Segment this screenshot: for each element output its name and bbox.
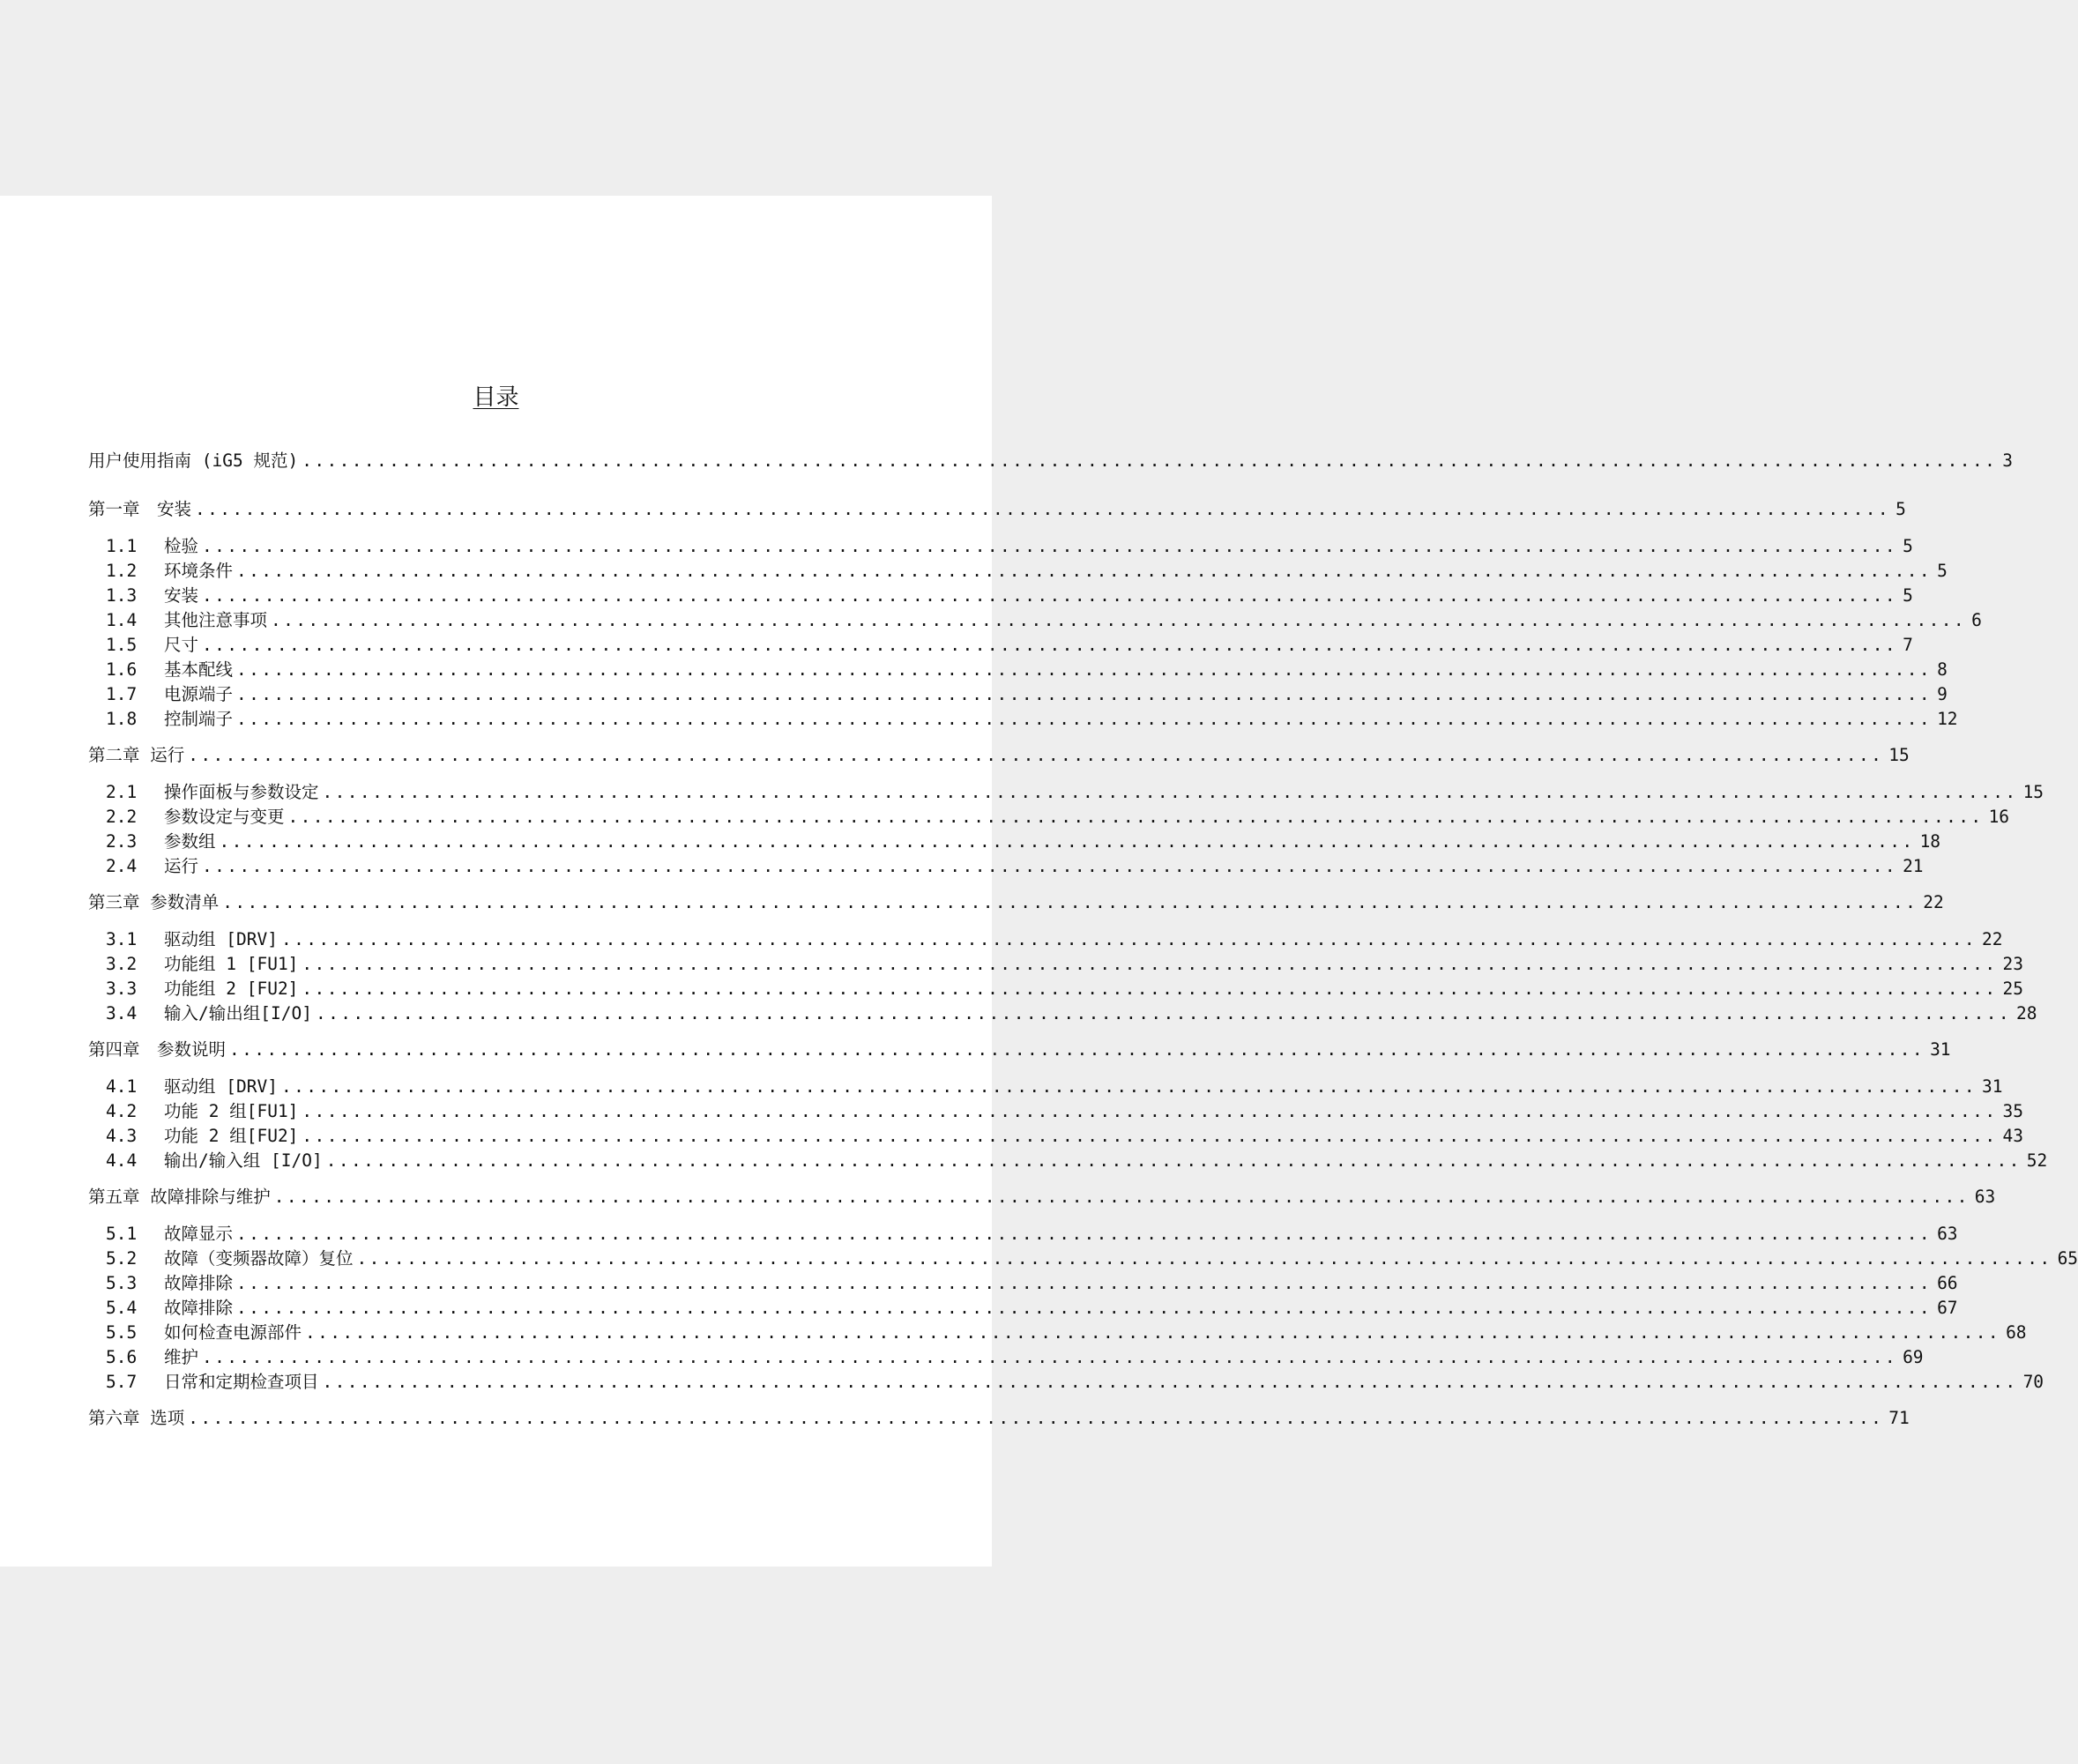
toc-section-number: 3.4 — [106, 1003, 138, 1023]
toc-section-number: 4.3 — [106, 1126, 138, 1146]
toc-chapter-label: 第二章 运行 — [88, 745, 185, 765]
leader-dots: ........................................................................................................................................ — [273, 1187, 1970, 1207]
leader-dots: ........................................................................................................................................ — [202, 1347, 1898, 1367]
toc-section-number: 1.1 — [106, 536, 138, 556]
toc-section-number: 4.4 — [106, 1150, 138, 1171]
toc-section-number: 3.1 — [106, 929, 138, 949]
toc-page-number: 22 — [1982, 929, 2003, 949]
document-page — [0, 196, 2078, 1567]
toc-section-number: 2.4 — [106, 856, 138, 876]
toc-page-number: 63 — [1974, 1187, 1996, 1207]
toc-section[interactable] — [88, 1371, 2044, 1394]
leader-dots: ........................................................................................................................................ — [236, 659, 1933, 680]
leader-dots: ........................................................................................................................................ — [322, 1372, 2018, 1392]
toc-page-number: 43 — [2002, 1126, 2023, 1146]
toc-section-label: 其他注意事项 — [164, 610, 268, 630]
toc-chapter-4[interactable] — [88, 1038, 1951, 1061]
toc-section[interactable] — [88, 708, 1958, 731]
toc-section[interactable] — [88, 855, 1924, 878]
toc-page-number: 5 — [1903, 536, 1913, 556]
toc-section-label: 故障排除 — [164, 1273, 234, 1293]
toc-section[interactable] — [88, 978, 2023, 1001]
toc-section[interactable] — [88, 1002, 2037, 1025]
leader-dots: ........................................................................................................................................ — [356, 1248, 2052, 1269]
toc-section-number: 5.4 — [106, 1298, 138, 1318]
toc-chapter-3[interactable] — [88, 891, 1944, 914]
toc-section-number: 2.1 — [106, 782, 138, 802]
toc-section[interactable] — [88, 1297, 1958, 1320]
toc-section-label: 功能组 1 [FU1] — [164, 954, 299, 974]
toc-page-number: 21 — [1903, 856, 1924, 876]
toc-section[interactable] — [88, 1100, 2023, 1123]
toc-chapter-label: 第三章 参数清单 — [88, 892, 220, 912]
toc-section-number: 2.3 — [106, 831, 138, 852]
toc-section[interactable] — [88, 634, 1913, 657]
toc-chapter-label: 第一章 安装 — [88, 499, 192, 519]
leader-dots: ........................................................................................................................................ — [315, 1003, 2011, 1023]
toc-section-number: 3.2 — [106, 954, 138, 974]
leader-dots: ........................................................................................................................................ — [302, 979, 1998, 999]
toc-section-label: 驱动组 [DRV] — [164, 929, 278, 949]
toc-section[interactable] — [88, 928, 2003, 951]
toc-page-number: 71 — [1888, 1408, 1910, 1428]
leader-dots: ........................................................................................................................................ — [302, 1101, 1998, 1121]
toc-section-number: 5.2 — [106, 1248, 138, 1269]
toc-chapter-1[interactable] — [88, 498, 1906, 521]
toc-section[interactable] — [88, 584, 1913, 607]
leader-dots: ........................................................................................................................................ — [202, 536, 1898, 556]
toc-section[interactable] — [88, 1125, 2023, 1148]
toc-section[interactable] — [88, 830, 1941, 853]
leader-dots: ........................................................................................................................................ — [287, 807, 1984, 827]
leader-dots: ........................................................................................................................................ — [236, 1298, 1933, 1318]
leader-dots: ........................................................................................................................................ — [322, 782, 2018, 802]
toc-page-number: 18 — [1919, 831, 1941, 852]
leader-dots: ........................................................................................................................................ — [325, 1150, 2022, 1171]
toc-page-number: 52 — [2026, 1150, 2048, 1171]
toc-section-label: 环境条件 — [164, 561, 234, 581]
toc-section[interactable] — [88, 781, 2044, 804]
toc-page-number: 31 — [1982, 1076, 2003, 1097]
toc-page-number: 7 — [1903, 635, 1913, 655]
toc-section[interactable] — [88, 1321, 2027, 1344]
leader-dots: ........................................................................................................................................ — [188, 1408, 1884, 1428]
leader-dots: ........................................................................................................................................ — [202, 635, 1898, 655]
leader-dots: ........................................................................................................................................ — [236, 684, 1933, 704]
leader-dots: ........................................................................................................................................ — [202, 585, 1898, 606]
toc-section[interactable] — [88, 1223, 1958, 1246]
leader-dots: ........................................................................................................................................ — [188, 745, 1884, 765]
leader-dots: ........................................................................................................................................ — [302, 450, 1998, 471]
toc-section[interactable] — [88, 1272, 1958, 1295]
toc-title: 目录 — [473, 384, 519, 411]
leader-dots: ........................................................................................................................................ — [229, 1039, 1925, 1060]
leader-dots: ........................................................................................................................................ — [280, 929, 1977, 949]
toc-entry-guide[interactable] — [88, 450, 2013, 473]
toc-page-number: 65 — [2057, 1248, 2078, 1269]
toc-chapter-2[interactable] — [88, 744, 1910, 767]
toc-section-number: 1.8 — [106, 709, 138, 729]
toc-section-label: 输入/输出组[I/O] — [164, 1003, 312, 1023]
toc-chapter-6[interactable] — [88, 1407, 1910, 1430]
toc-page-number: 35 — [2002, 1101, 2023, 1121]
toc-section-number: 5.6 — [106, 1347, 138, 1367]
toc-page-number: 69 — [1903, 1347, 1924, 1367]
toc-chapter-5[interactable] — [88, 1186, 1996, 1209]
leader-dots: ........................................................................................................................................ — [271, 610, 1967, 630]
leader-dots: ........................................................................................................................................ — [302, 954, 1998, 974]
toc-section-number: 5.1 — [106, 1224, 138, 1244]
toc-section-label: 功能 2 组[FU2] — [164, 1126, 299, 1146]
toc-section[interactable] — [88, 1346, 1924, 1369]
toc-page-number: 9 — [1937, 684, 1948, 704]
leader-dots: ........................................................................................................................................ — [236, 561, 1933, 581]
leader-dots: ........................................................................................................................................ — [219, 831, 1915, 852]
toc-section[interactable] — [88, 659, 1948, 681]
leader-dots: ........................................................................................................................................ — [305, 1322, 2001, 1343]
toc-page-number: 31 — [1930, 1039, 1951, 1060]
toc-section[interactable] — [88, 1150, 2048, 1172]
toc-section-label: 故障排除 — [164, 1298, 234, 1318]
toc-page-number: 12 — [1937, 709, 1958, 729]
leader-dots: ........................................................................................................................................ — [302, 1126, 1998, 1146]
toc-section-label: 控制端子 — [164, 709, 234, 729]
leader-dots: ........................................................................................................................................ — [236, 1224, 1933, 1244]
toc-section-label: 基本配线 — [164, 659, 234, 680]
toc-section[interactable] — [88, 683, 1948, 706]
toc-chapter-label: 第五章 故障排除与维护 — [88, 1187, 271, 1207]
toc-section-label: 如何检查电源部件 — [164, 1322, 302, 1343]
toc-section-label: 故障显示 — [164, 1224, 234, 1244]
toc-section-number: 1.5 — [106, 635, 138, 655]
toc-section-label: 运行 — [164, 856, 199, 876]
toc-section-label: 功能组 2 [FU2] — [164, 979, 299, 999]
toc-entry-label: 用户使用指南 (iG5 规范) — [88, 450, 299, 471]
toc-section-number: 1.6 — [106, 659, 138, 680]
toc-page-number: 5 — [1937, 561, 1948, 581]
toc-chapter-label: 第六章 选项 — [88, 1408, 185, 1428]
toc-section-label: 操作面板与参数设定 — [164, 782, 319, 802]
toc-page-number: 23 — [2002, 954, 2023, 974]
toc-page-number: 63 — [1937, 1224, 1958, 1244]
toc-section-label: 参数组 — [164, 831, 216, 852]
toc-section-label: 维护 — [164, 1347, 199, 1367]
toc-section-label: 安装 — [164, 585, 199, 606]
toc-section-number: 1.3 — [106, 585, 138, 606]
toc-section-number: 5.5 — [106, 1322, 138, 1343]
toc-page-number: 25 — [2002, 979, 2023, 999]
toc-section-number: 5.3 — [106, 1273, 138, 1293]
toc-section-label: 检验 — [164, 536, 199, 556]
toc-section[interactable] — [88, 806, 2010, 829]
toc-page-number: 22 — [1923, 892, 1944, 912]
toc-page-number: 67 — [1937, 1298, 1958, 1318]
toc-section-number: 1.2 — [106, 561, 138, 581]
table-of-contents — [88, 196, 2078, 1567]
leader-dots: ........................................................................................................................................ — [280, 1076, 1977, 1097]
toc-section-label: 电源端子 — [164, 684, 234, 704]
toc-section[interactable] — [88, 1076, 2003, 1098]
toc-page-number: 68 — [2006, 1322, 2027, 1343]
toc-page-number: 66 — [1937, 1273, 1958, 1293]
toc-page-number: 15 — [2022, 782, 2044, 802]
toc-section-label: 故障（变频器故障）复位 — [164, 1248, 354, 1269]
toc-section-label: 驱动组 [DRV] — [164, 1076, 278, 1097]
toc-section[interactable] — [88, 953, 2023, 976]
toc-section-number: 2.2 — [106, 807, 138, 827]
toc-chapter-label: 第四章 参数说明 — [88, 1039, 227, 1060]
toc-section-number: 3.3 — [106, 979, 138, 999]
toc-section-label: 日常和定期检查项目 — [164, 1372, 319, 1392]
toc-page-number: 5 — [1896, 499, 1906, 519]
toc-section[interactable] — [88, 1247, 2078, 1270]
toc-section[interactable] — [88, 560, 1948, 583]
toc-section-label: 尺寸 — [164, 635, 199, 655]
toc-section-number: 4.2 — [106, 1101, 138, 1121]
toc-section-number: 1.4 — [106, 610, 138, 630]
toc-page-number: 15 — [1888, 745, 1910, 765]
toc-page-number: 3 — [2002, 450, 2013, 471]
toc-page-number: 6 — [1971, 610, 1982, 630]
toc-section-label: 输出/输入组 [I/O] — [164, 1150, 323, 1171]
toc-section-number: 4.1 — [106, 1076, 138, 1097]
toc-section[interactable] — [88, 535, 1913, 558]
leader-dots: ........................................................................................................................................ — [236, 1273, 1933, 1293]
leader-dots: ........................................................................................................................................ — [202, 856, 1898, 876]
toc-page-number: 28 — [2016, 1003, 2037, 1023]
toc-section-label: 参数设定与变更 — [164, 807, 285, 827]
toc-section-number: 1.7 — [106, 684, 138, 704]
toc-page-number: 16 — [1988, 807, 2010, 827]
toc-section-label: 功能 2 组[FU1] — [164, 1101, 299, 1121]
leader-dots: ........................................................................................................................................ — [222, 892, 1918, 912]
toc-page-number: 5 — [1903, 585, 1913, 606]
toc-page-number: 70 — [2022, 1372, 2044, 1392]
toc-section[interactable] — [88, 609, 1982, 632]
toc-page-number: 8 — [1937, 659, 1948, 680]
leader-dots: ........................................................................................................................................ — [195, 499, 1891, 519]
toc-section-number: 5.7 — [106, 1372, 138, 1392]
leader-dots: ........................................................................................................................................ — [236, 709, 1933, 729]
